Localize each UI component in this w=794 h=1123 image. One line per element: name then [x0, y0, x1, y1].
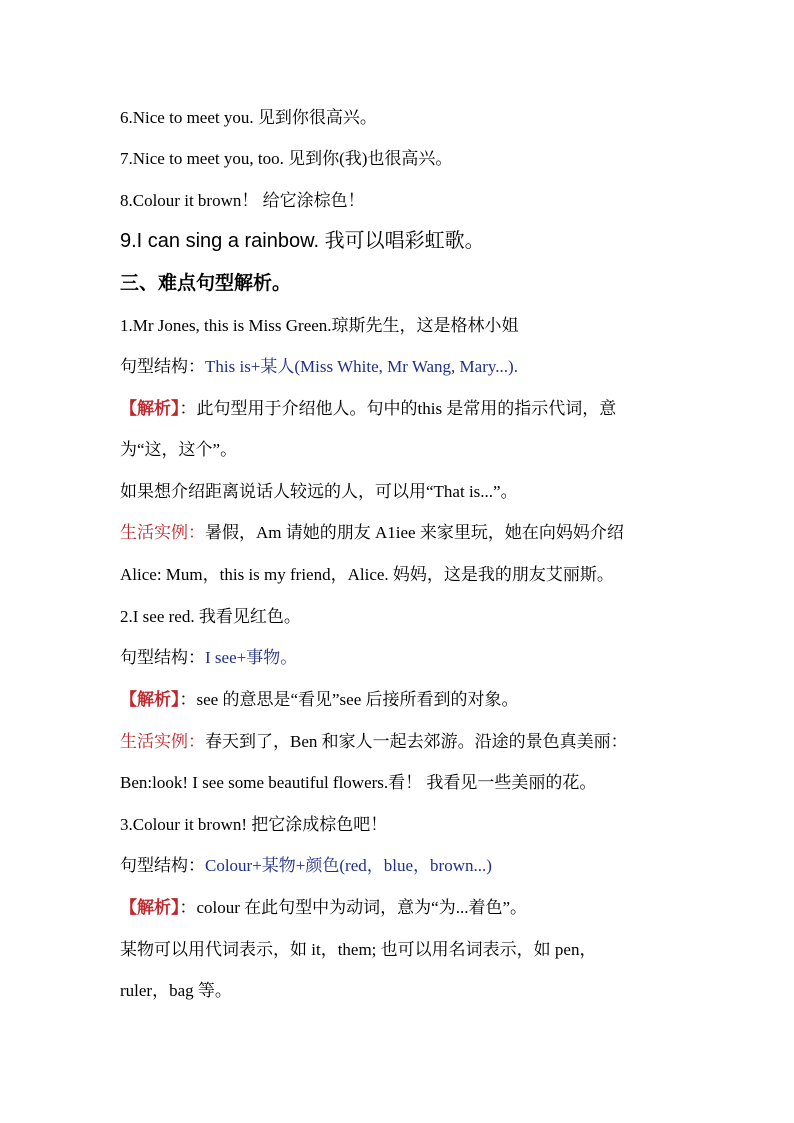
pattern-3-note: 某物可以用代词表示，如 it，them; 也可以用名词表示，如 pen， — [120, 940, 597, 959]
pattern-1-structure — [120, 356, 518, 378]
structure-label: 句型结构： — [120, 357, 205, 376]
example-label: 生活实例： — [120, 523, 205, 542]
structure-label: 句型结构： — [120, 856, 205, 875]
pattern-1-example-cont: Alice: Mum，this is my friend，Alice. 妈妈，这是我的朋友艾丽斯。 — [120, 565, 614, 584]
section-heading: 三、难点句型解析。 — [120, 273, 292, 294]
example-label: 生活实例： — [120, 732, 205, 751]
analysis-text: ：see 的意思是“看见”see 后接所看到的对象。 — [179, 690, 519, 709]
pattern-3-analysis — [120, 897, 527, 919]
sentence-8: 8.Colour it brown！ 给它涂棕色！ — [120, 191, 365, 210]
analysis-text: ：此句型用于介绍他人。句中的this 是常用的指示代词，意 — [179, 399, 617, 418]
structure-label: 句型结构： — [120, 648, 205, 667]
analysis-label: 【解析】 — [120, 690, 180, 709]
example-text: 春天到了，Ben 和家人一起去郊游。沿途的景色真美丽： — [205, 732, 628, 751]
sentence-6: 6.Nice to meet you. 见到你很高兴。 — [120, 108, 377, 127]
pattern-2-structure — [120, 647, 297, 669]
pattern-2-example — [120, 731, 628, 753]
structure-value: Colour+某物+颜色(red，blue，brown...) — [205, 856, 492, 875]
pattern-1-note: 如果想介绍距离说话人较远的人，可以用“That is...”。 — [120, 482, 518, 501]
pattern-1-analysis-cont: 为“这，这个”。 — [120, 440, 238, 459]
pattern-3-note-cont: ruler，bag 等。 — [120, 981, 232, 1000]
pattern-3-title: 3.Colour it brown! 把它涂成棕色吧！ — [120, 815, 388, 834]
example-text: 暑假，Am 请她的朋友 A1iee 来家里玩，她在向妈妈介绍 — [205, 523, 624, 542]
analysis-text: ：colour 在此句型中为动词，意为“为...着色”。 — [179, 898, 528, 917]
pattern-2-title: 2.I see red. 我看见红色。 — [120, 607, 301, 626]
sentence-9: 9.I can sing a rainbow. 我可以唱彩虹歌。 — [120, 230, 485, 252]
pattern-2-analysis — [120, 689, 519, 711]
analysis-label: 【解析】 — [120, 399, 180, 418]
pattern-1-analysis — [120, 398, 616, 420]
structure-value: I see+事物。 — [205, 648, 298, 667]
structure-value: This is+某人(Miss White, Mr Wang, Mary...). — [205, 357, 518, 376]
pattern-1-example — [120, 522, 624, 544]
sentence-7: 7.Nice to meet you, too. 见到你(我)也很高兴。 — [120, 149, 453, 168]
pattern-2-example-cont: Ben:look! I see some beautiful flowers.看！ 我看见一些美丽的花。 — [120, 773, 597, 792]
analysis-label: 【解析】 — [120, 898, 180, 917]
pattern-1-title: 1.Mr Jones, this is Miss Green.琼斯先生，这是格林小姐 — [120, 316, 519, 335]
pattern-3-structure — [120, 855, 492, 877]
